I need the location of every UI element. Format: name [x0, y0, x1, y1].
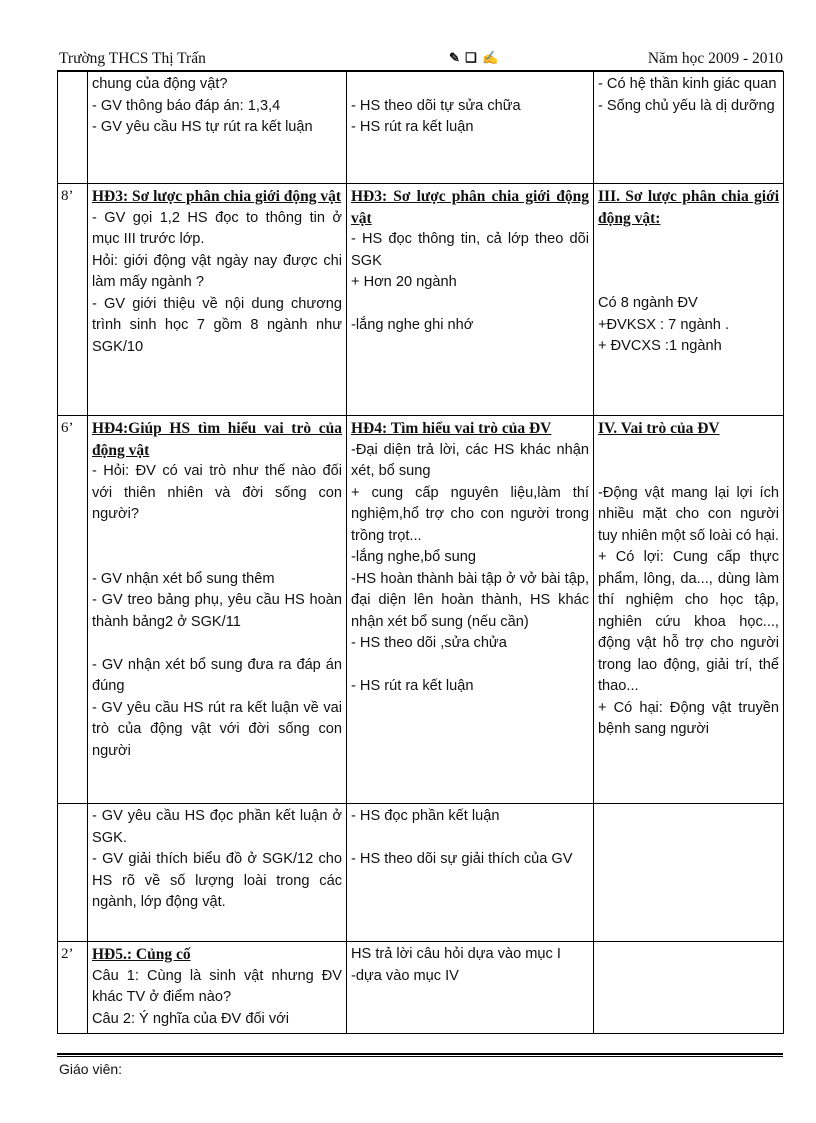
text-line: - HS rút ra kết luận — [351, 119, 474, 135]
text-line: + Có hại: Động vật truyền bệnh sang người — [598, 699, 779, 737]
text-line: - HS theo dõi ,sửa chửa — [351, 635, 507, 651]
text-line: - GV nhận xét bổ sung thêm — [92, 570, 275, 587]
student-activity-cell — [347, 942, 594, 1034]
content-cell — [594, 72, 784, 184]
page-header — [57, 48, 783, 70]
text-line: - GV treo bảng phụ, yêu cầu HS hoàn thành bảng2 ở SGK/11 — [92, 592, 342, 630]
text-line: -Động vật mang lại lợi ích nhiều mặt cho con người tuy nhiên một số loài có hại. — [598, 484, 779, 544]
text-line: - GV thông báo đáp án: 1,3,4 — [92, 97, 281, 114]
teacher-activity-cell — [88, 804, 347, 942]
time-cell: 6’ — [58, 416, 88, 804]
content-cell — [594, 942, 784, 1034]
footer-rule — [57, 1053, 783, 1057]
text-line: -Đại diện trả lời, các HS khác nhận xét, bổ sung — [351, 441, 589, 479]
text-line: - GV yêu cầu HS đọc phần kết luận ở SGK. — [92, 808, 342, 846]
time-cell: 8’ — [58, 184, 88, 416]
text-line: - HS theo dõi tự sửa chữa — [351, 97, 521, 114]
student-activity-cell — [347, 72, 594, 184]
text-line: chung của động vật? — [92, 76, 228, 92]
text-line: Câu 2: Ý nghĩa của ĐV đối với — [92, 1010, 289, 1027]
text-line: - HS rút ra kết luận — [351, 678, 474, 694]
text-line: - Có hệ thần kinh giác quan — [598, 76, 777, 92]
activity-title: HĐ4: Tìm hiểu vai trò của ĐV — [351, 420, 552, 437]
school-name: Trường THCS Thị Trấn — [59, 50, 206, 67]
table-row — [58, 72, 784, 184]
lesson-table — [57, 71, 784, 1034]
section-title: III. Sơ lược phân chia giới động vật: — [598, 188, 779, 227]
content-cell — [594, 804, 784, 942]
text-line: - GV nhận xét bổ sung đưa ra đáp án đúng — [92, 656, 342, 694]
text-line: Có 8 ngành ĐV — [598, 295, 698, 311]
student-activity-cell — [347, 184, 594, 416]
text-line: +ĐVKSX : 7 ngành . — [598, 316, 730, 333]
text-line: - GV giải thích biểu đồ ở SGK/12 cho HS rõ về số lượng loài trong các ngành, lớp động vật. — [92, 851, 342, 910]
time-cell: 2’ — [58, 942, 88, 1034]
activity-title: HĐ4:Giúp HS tìm hiểu vai trò của động vật — [92, 420, 342, 459]
text-line: - GV gọi 1,2 HS đọc to thông tin ở mục III trước lớp. — [92, 209, 342, 247]
teacher-activity-cell — [88, 942, 347, 1034]
content-cell — [594, 184, 784, 416]
text-line: - HS đọc thông tin, cả lớp theo dõi SGK — [351, 231, 589, 269]
text-line: + ĐVCXS :1 ngành — [598, 338, 722, 354]
activity-title: HĐ5.: Củng cố — [92, 946, 191, 963]
text-line: - GV yêu cầu HS rút ra kết luận về vai trò của động vật với đời sống con người — [92, 699, 342, 759]
text-line: -dựa vào mục IV — [351, 967, 459, 984]
teacher-activity-cell — [88, 416, 347, 804]
text-line: - GV yêu cầu HS tự rút ra kết luận — [92, 119, 313, 135]
activity-title: HĐ3: Sơ lược phân chia giới động vật — [351, 188, 589, 227]
header-ornament: ✎ ❑ ✍ — [449, 50, 500, 65]
text-line: - HS đọc phần kết luận — [351, 808, 500, 824]
text-line: - Sống chủ yếu là dị dưỡng — [598, 97, 775, 114]
teacher-activity-cell — [88, 184, 347, 416]
section-title: IV. Vai trò của ĐV — [598, 420, 720, 437]
teacher-label: Giáo viên: — [59, 1061, 123, 1077]
student-activity-cell — [347, 416, 594, 804]
content-cell — [594, 416, 784, 804]
teacher-activity-cell — [88, 72, 347, 184]
student-activity-cell — [347, 804, 594, 942]
time-cell — [58, 804, 88, 942]
school-year: Năm học 2009 - 2010 — [647, 50, 783, 67]
text-line: - HS theo dõi sự giải thích của GV — [351, 851, 573, 867]
text-line: + Có lợi: Cung cấp thực phẩm, lông, da..., dùng làm thí nghiệm cho học tập, nghiên cứu khoa học..., động vật hỗ trợ cho người trong lao động, giải trí, thể thao... — [598, 549, 779, 694]
text-line: -lắng nghe ghi nhớ — [351, 317, 474, 333]
text-line: - GV giới thiệu về nội dung chương trình sinh học 7 gồm 8 ngành như SGK/10 — [92, 295, 342, 355]
text-line: + Hơn 20 ngành — [351, 274, 457, 290]
text-line — [351, 74, 589, 96]
text-line: + cung cấp nguyên liệu,làm thí nghiệm,hổ trợ cho con người trong trồng trọt... — [351, 484, 589, 544]
text-line: -lắng nghe,bổ sung — [351, 549, 476, 565]
text-line: -HS hoàn thành bài tập ở vở bài tập, đại diện lên hoàn thành, HS khác nhận xét bổ sung (nếu cần) — [351, 570, 589, 630]
activity-title: HĐ3: Sơ lược phân chia giới động vật — [92, 188, 342, 205]
table-row — [58, 942, 784, 1034]
table-row — [58, 804, 784, 942]
table-row — [58, 184, 784, 416]
table-row — [58, 416, 784, 804]
text-line: HS trả lời câu hỏi dựa vào mục I — [351, 946, 561, 962]
text-line: Câu 1: Cùng là sinh vật nhưng ĐV khác TV ở điểm nào? — [92, 967, 342, 1005]
text-line: Hỏi: giới động vật ngày nay được chi làm mấy ngành ? — [92, 252, 342, 290]
time-cell — [58, 72, 88, 184]
text-line: - Hỏi: ĐV có vai trò như thế nào đối với thiên nhiên và đời sống con người? — [92, 463, 342, 522]
